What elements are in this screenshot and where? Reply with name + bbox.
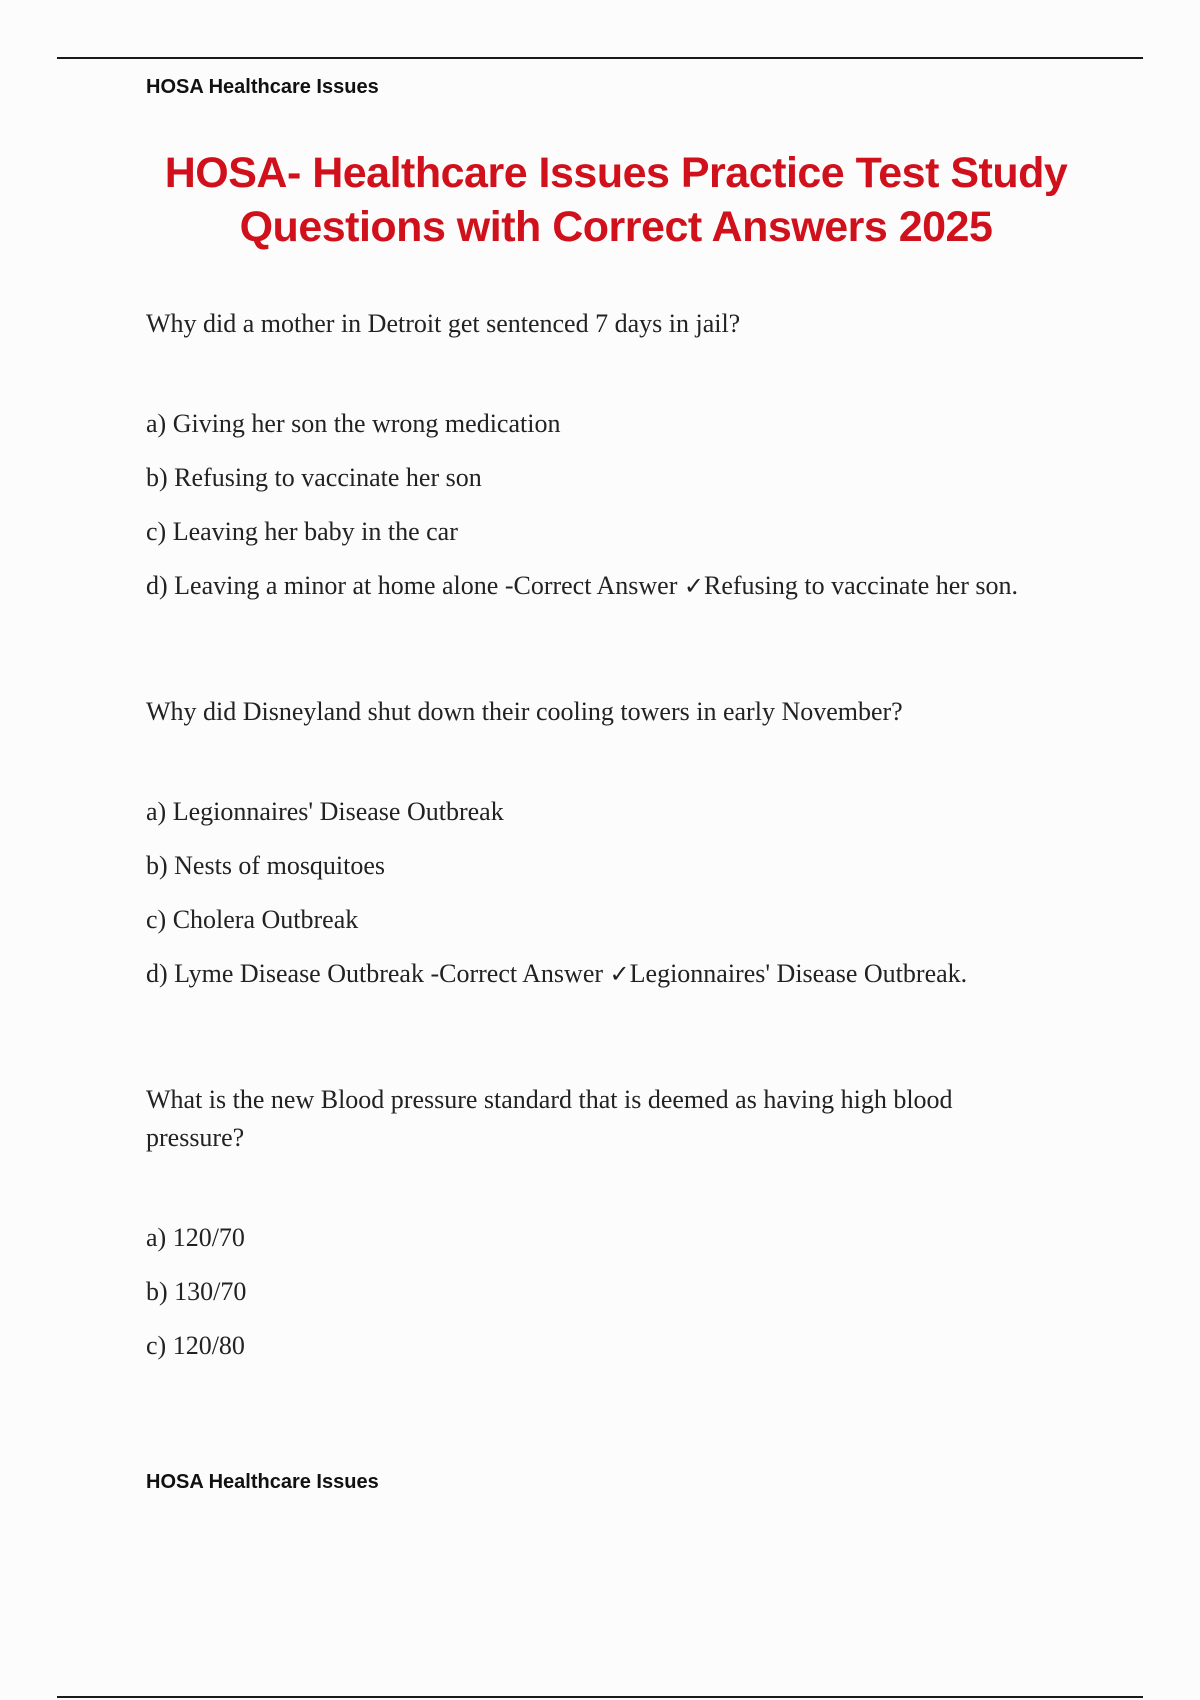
question-block-3 [146,1081,1046,1365]
answer-option: a) 120/70 [146,1223,245,1252]
question-block-2 [146,693,1046,993]
check-mark-icon: ✓ [683,572,704,600]
answer-option: b) 130/70 [146,1277,247,1306]
bottom-rule [57,1696,1143,1698]
question-prompt: What is the new Blood pressure standard that is deemed as having high blood pressure? [146,1085,953,1152]
running-header: HOSA Healthcare Issues [146,76,379,98]
question-prompt: Why did Disneyland shut down their cooling towers in early November? [146,697,903,726]
top-rule [57,57,1143,59]
correct-answer-text: Legionnaires' Disease Outbreak. [629,959,968,988]
answer-option: b) Refusing to vaccinate her son [146,463,482,492]
answer-option-with-correct-answer [146,955,1046,993]
answer-option-text: d) Lyme Disease Outbreak -Correct Answer [146,959,610,988]
answer-option: a) Legionnaires' Disease Outbreak [146,797,504,826]
answer-option-text: d) Leaving a minor at home alone -Correct Answer [146,571,684,600]
question-prompt: Why did a mother in Detroit get sentenced 7 days in jail? [146,309,741,338]
question-list [146,305,1046,1381]
answer-option: a) Giving her son the wrong medication [146,409,561,438]
answer-option: c) 120/80 [146,1331,245,1360]
title-line-2: Questions with Correct Answers 2025 [239,203,993,251]
check-mark-icon: ✓ [609,960,630,988]
answer-option: c) Cholera Outbreak [146,905,359,934]
correct-answer-text: Refusing to vaccinate her son. [703,571,1019,600]
document-title [146,146,1086,254]
answer-option-with-correct-answer [146,567,1046,605]
title-line-1: HOSA- Healthcare Issues Practice Test Study [164,149,1068,197]
answer-option: c) Leaving her baby in the car [146,517,458,546]
question-block-1 [146,305,1046,605]
running-footer: HOSA Healthcare Issues [146,1471,379,1493]
answer-option: b) Nests of mosquitoes [146,851,386,880]
